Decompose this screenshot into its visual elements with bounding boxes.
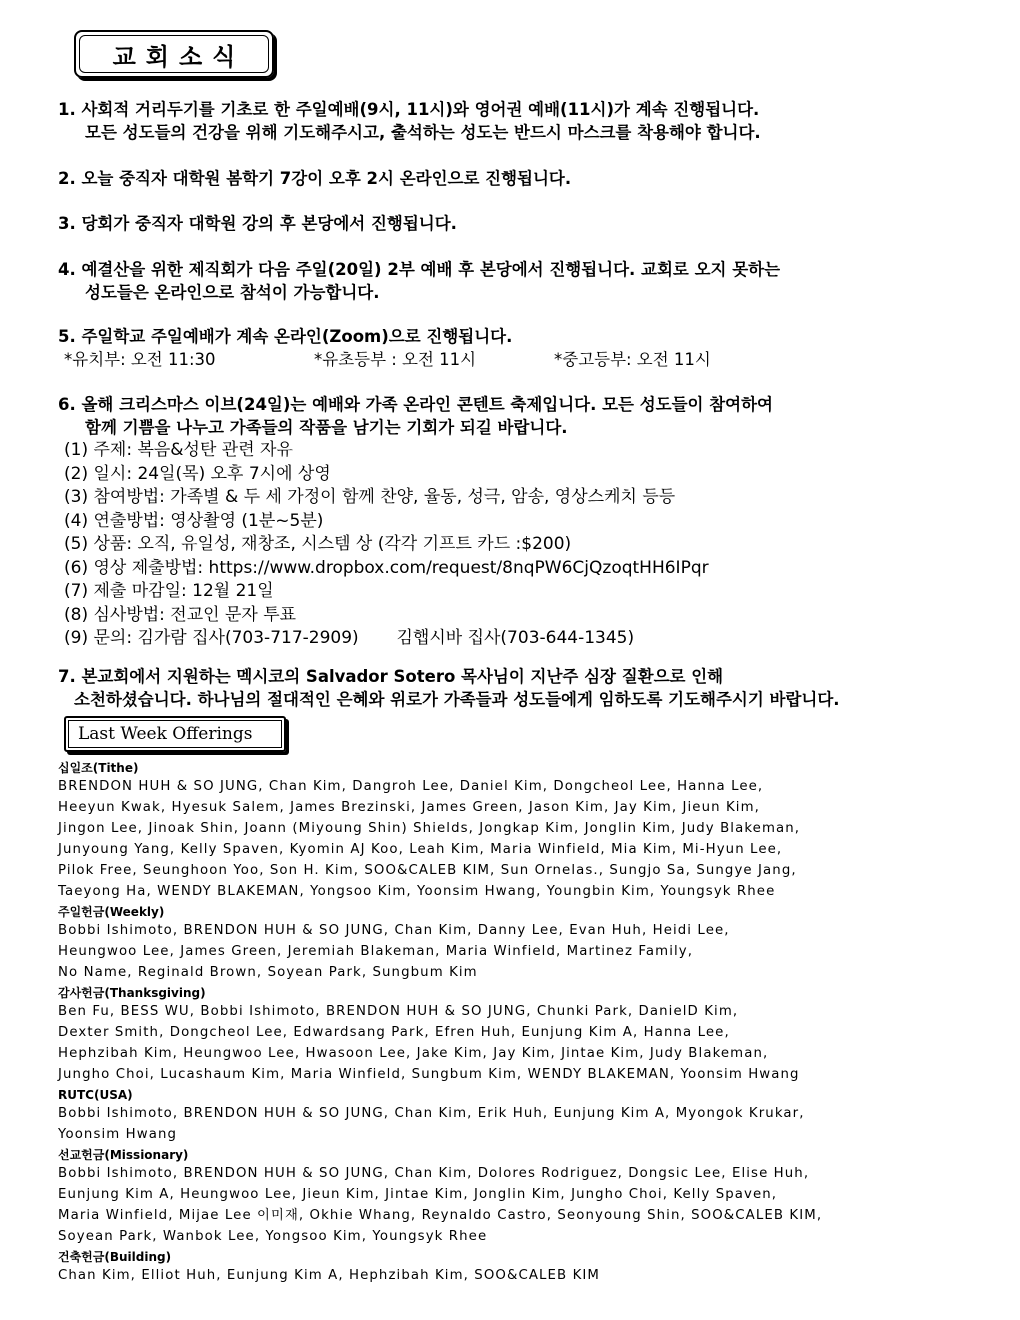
list-item: (6) 영상 제출방법: https://www.dropbox.com/request/8nqPW6CjQzoqtHH6IPqr [64,557,709,578]
title-box [74,30,274,78]
announcement-2 [58,167,958,190]
announcement-line: 함께 기쁨을 나누고 가족들의 작품을 남기는 기회가 되길 바랍니다. [85,418,568,437]
list-item: (7) 제출 마감일: 12월 21일 [64,581,274,601]
offering-category [58,1087,978,1145]
names-line: No Name, Reginald Brown, Soyean Park, Sungbum Kim [58,965,478,980]
offerings-list [58,758,978,1286]
announcement-line: 2. 오늘 중직자 대학원 봄학기 7강이 오후 2시 온라인으로 진행됩니다. [58,169,572,188]
category-label: 감사헌금(Thanksgiving) [58,986,206,1000]
category-label: 선교헌금(Missionary) [58,1148,189,1162]
school-time: *유초등부 : 오전 11시 [314,350,477,369]
announcement-6 [58,393,958,651]
announcement-line: 1. 사회적 거리두기를 기초로 한 주일예배(9시, 11시)와 영어권 예배(11시)가 계속 진행됩니다. [58,100,760,119]
offerings-title-box [64,716,286,752]
offering-category [58,1147,978,1247]
announcement-line: 모든 성도들의 건강을 위해 기도해주시고, 출석하는 성도는 반드시 마스크를 착용해야 합니다. [85,123,761,142]
offering-category [58,760,978,902]
names-line: Jungho Choi, Lucashaum Kim, Maria Winfield, Sungbum Kim, WENDY BLAKEMAN, Yoonsim Hwang [58,1067,800,1082]
school-time: *중고등부: 오전 11시 [554,350,711,369]
announcement-5 [58,325,958,371]
list-item: (9) 문의: 김가람 집사(703-717-2909) 김햅시바 집사(703-644-1345) [64,628,635,648]
names-line: Bobbi Ishimoto, BRENDON HUH & SO JUNG, Chan Kim, Dolores Rodriguez, Dongsic Lee, Elise Huh, [58,1166,810,1181]
list-item: (3) 참여방법: 가족별 & 두 세 가정이 함께 찬양, 율동, 성극, 암송, 영상스케치 등등 [64,487,676,507]
names-line: Jingon Lee, Jinoak Shin, Joann (Miyoung Shin) Shields, Jongkap Kim, Jonglin Kim, Judy Blakeman, [58,821,801,836]
names-line: Taeyong Ha, WENDY BLAKEMAN, Yongsoo Kim, Yoonsim Hwang, Youngbin Kim, Youngsyk Rhee [58,884,776,899]
offering-category [58,904,978,983]
announcement-3 [58,212,958,235]
announcement-line: 성도들은 온라인으로 참석이 가능합니다. [85,283,380,302]
announcement-line: 4. 예결산을 위한 제직회가 다음 주일(20일) 2부 예배 후 본당에서 진행됩니다. 교회로 오지 못하는 [58,260,781,279]
announcement-1 [58,98,958,144]
list-item: (5) 상품: 오직, 유일성, 재창조, 시스템 상 (각각 기프트 카드 :$200) [64,534,572,554]
announcement-7 [58,665,958,711]
names-line: Ben Fu, BESS WU, Bobbi Ishimoto, BRENDON HUH & SO JUNG, Chunki Park, DanielD Kim, [58,1004,739,1019]
announcement-line: 6. 올해 크리스마스 이브(24일)는 예배와 가족 온라인 콘텐트 축제입니다. 모든 성도들이 참여하여 [58,395,773,414]
names-line: Heungwoo Lee, James Green, Jeremiah Blakeman, Maria Winfield, Martinez Family, [58,944,694,959]
category-label: RUTC(USA) [58,1088,133,1102]
list-item: (4) 연출방법: 영상촬영 (1분~5분) [64,510,324,531]
names-line: Maria Winfield, Mijae Lee 이미재, Okhie Whang, Reynaldo Castro, Seonyoung Shin, SOO&CALEB KIM, [58,1208,823,1223]
school-time: *유치부: 오전 11:30 [64,350,216,369]
names-line: Eunjung Kim A, Heungwoo Lee, Jieun Kim, Jintae Kim, Jonglin Kim, Jungho Choi, Kelly Spaven, [58,1187,778,1202]
school-times [58,348,958,371]
category-label: 주일헌금(Weekly) [58,905,165,919]
names-line: Pilok Free, Seunghoon Yoo, Son H. Kim, SOO&CALEB KIM, Sun Ornelas., Sungjo Sa, Sungye Jang, [58,863,797,878]
names-line: Heeyun Kwak, Hyesuk Salem, James Brezinski, James Green, Jason Kim, Jay Kim, Jieun Kim, [58,800,760,815]
offering-category [58,985,978,1085]
offerings-title: Last Week Offerings [78,724,253,744]
names-line: Yoonsim Hwang [58,1127,178,1142]
announcement-line: 7. 본교회에서 지원하는 멕시코의 Salvador Sotero 목사님이 지난주 심장 질환으로 인해 [58,667,724,686]
names-line: Dexter Smith, Dongcheol Lee, Edwardsang Park, Efren Huh, Eunjung Kim A, Hanna Lee, [58,1025,730,1040]
announcement-line: 3. 당회가 중직자 대학원 강의 후 본당에서 진행됩니다. [58,214,457,233]
names-line: Bobbi Ishimoto, BRENDON HUH & SO JUNG, Chan Kim, Erik Huh, Eunjung Kim A, Myongok Krukar, [58,1106,805,1121]
names-line: Soyean Park, Wanbok Lee, Yongsoo Kim, Youngsyk Rhee [58,1229,488,1244]
page-title: 교회소식 [112,42,246,71]
names-line: BRENDON HUH & SO JUNG, Chan Kim, Dangroh Lee, Daniel Kim, Dongcheol Lee, Hanna Lee, [58,779,764,794]
list-item: (8) 심사방법: 전교인 문자 투표 [64,604,297,625]
announcement-line: 5. 주일학교 주일예배가 계속 온라인(Zoom)으로 진행됩니다. [58,327,513,346]
names-line: Bobbi Ishimoto, BRENDON HUH & SO JUNG, Chan Kim, Danny Lee, Evan Huh, Heidi Lee, [58,923,730,938]
category-label: 건축헌금(Building) [58,1250,172,1264]
names-line: Chan Kim, Elliot Huh, Eunjung Kim A, Hephzibah Kim, SOO&CALEB KIM [58,1268,600,1283]
category-label: 십일조(Tithe) [58,761,139,775]
names-line: Hephzibah Kim, Heungwoo Lee, Hwasoon Lee, Jake Kim, Jay Kim, Jintae Kim, Judy Blakeman, [58,1046,769,1061]
announcement-line: 소천하셨습니다. 하나님의 절대적인 은혜와 위로가 가족들과 성도들에게 임하도록 기도해주시기 바랍니다. [74,690,840,709]
list-item: (2) 일시: 24일(목) 오후 7시에 상영 [64,463,331,484]
names-line: Junyoung Yang, Kelly Spaven, Kyomin AJ Koo, Leah Kim, Maria Winfield, Mia Kim, Mi-Hyun Lee, [58,842,783,857]
list-item: (1) 주제: 복음&성탄 관련 자유 [64,440,293,460]
announcement-4 [58,258,958,304]
offering-category [58,1249,978,1286]
